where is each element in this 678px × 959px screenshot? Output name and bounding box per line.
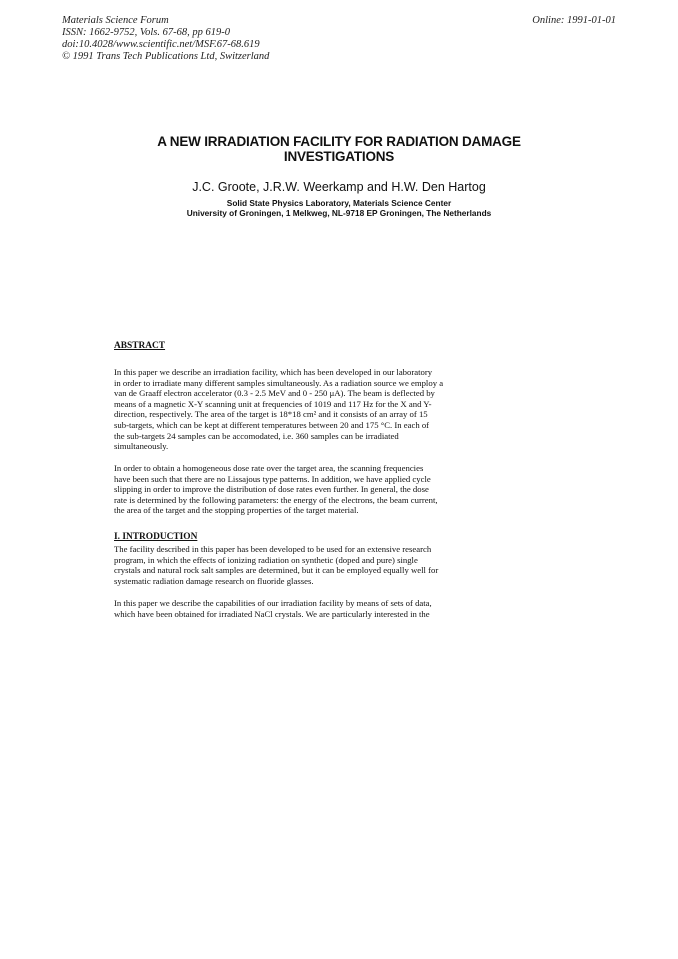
text-line: program, in which the effects of ionizing radiation on synthetic (doped and pure) single: [114, 554, 418, 565]
text-line: have been such that there are no Lissajous type patterns. In addition, we have applied cycle: [114, 473, 431, 484]
introduction-paragraph-2: [114, 598, 544, 619]
text-line: van de Graaff electron accelerator (0.3 - 2.5 MeV and 0 - 250 μA). The beam is deflected by: [114, 388, 435, 399]
author-list: J.C. Groote, J.R.W. Weerkamp and H.W. Den Hartog: [192, 180, 486, 194]
abstract-heading: ABSTRACT: [114, 341, 166, 351]
text-line: the area of the target and the stopping properties of the target material.: [114, 505, 359, 516]
doi-line: doi:10.4028/www.scientific.net/MSF.67-68.619: [62, 39, 260, 50]
citation-block: [62, 15, 269, 63]
title-line-2: INVESTIGATIONS: [283, 149, 395, 164]
text-line: which have been obtained for irradiated NaCl crystals. We are particularly interested in the: [114, 608, 430, 619]
text-line: in order to irradiate many different samples simultaneously. As a radiation source we employ a: [114, 377, 444, 388]
text-line: In this paper we describe an irradiation facility, which has been developed in our laboratory: [114, 367, 433, 377]
text-line: In order to obtain a homogeneous dose rate over the target area, the scanning frequencies: [114, 463, 424, 473]
affiliation-line-1: Solid State Physics Laboratory, Materials Science Center: [226, 198, 452, 208]
text-line: sub-targets, which can be kept at different temperatures between 20 and 175 °C. In each of: [114, 419, 430, 430]
journal-name: Materials Science Forum: [62, 15, 169, 26]
paper-title: [100, 134, 578, 164]
online-date: Online: 1991-01-01: [532, 15, 616, 26]
text-line: In this paper we describe the capabilities of our irradiation facility by means of sets of data,: [114, 598, 432, 608]
text-line: rate is determined by the following parameters: the energy of the electrons, the beam current,: [114, 494, 438, 505]
text-line: The facility described in this paper has been developed to be used for an extensive research: [114, 544, 432, 554]
abstract-paragraph-1: [114, 367, 544, 452]
affiliation-line-2: University of Groningen, 1 Melkweg, NL-9718 EP Groningen, The Netherlands: [186, 208, 492, 218]
text-line: systematic radiation damage research on fluoride glasses.: [114, 575, 314, 586]
issn-line: ISSN: 1662-9752, Vols. 67-68, pp 619-0: [62, 27, 230, 38]
abstract-paragraph-2: [114, 463, 544, 516]
text-line: crystals and natural rock salt samples are determined, but it can be employed equally well for: [114, 565, 439, 576]
introduction-paragraph-1: [114, 544, 544, 586]
text-line: slipping in order to improve the distribution of dose rates even further. In general, the dose: [114, 484, 429, 495]
text-line: simultaneously.: [114, 441, 169, 452]
affiliation: [100, 198, 578, 218]
text-line: means of a magnetic X-Y scanning unit at frequencies of 1019 and 117 Hz for the X and Y-: [114, 398, 432, 409]
text-line: the sub-targets 24 samples can be accomodated, i.e. 360 samples can be irradiated: [114, 430, 399, 441]
title-line-1: A NEW IRRADIATION FACILITY FOR RADIATION DAMAGE: [157, 134, 521, 149]
text-line: direction, respectively. The area of the target is 18*18 cm² and it consists of an array of 15: [114, 409, 428, 420]
copyright-line: © 1991 Trans Tech Publications Ltd, Switzerland: [62, 51, 270, 62]
introduction-heading: I. INTRODUCTION: [114, 532, 198, 542]
